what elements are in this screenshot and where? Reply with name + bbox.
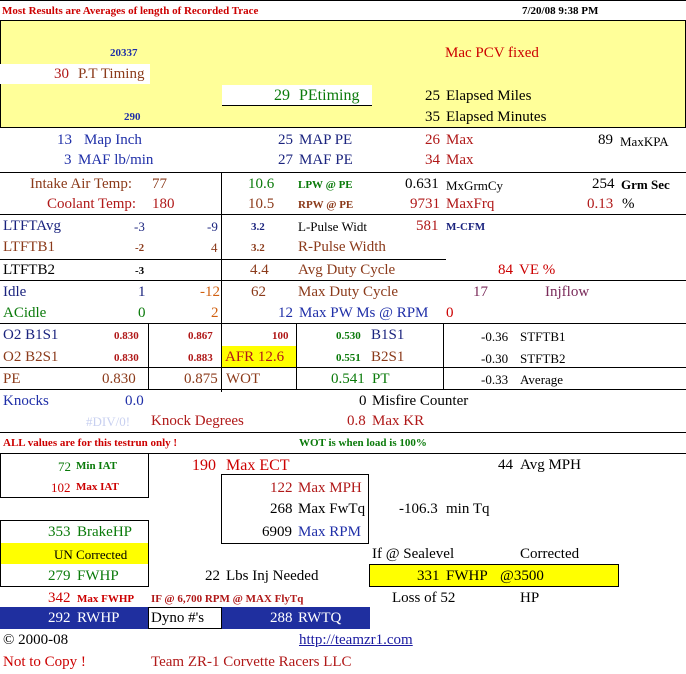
stft-avg-value: -0.33 xyxy=(481,372,509,387)
rpw-label: RPW @ PE xyxy=(298,199,354,211)
loss-label: Loss of 52 xyxy=(392,590,456,606)
maxpw-value: 12 xyxy=(278,305,293,321)
small-number: 290 xyxy=(124,111,141,123)
stft2-label: STFTB2 xyxy=(520,351,566,366)
knock-degrees-label: Knock Degrees xyxy=(151,413,244,429)
lpw-label: LPW @ PE xyxy=(298,179,353,191)
rwtq-label: RWTQ xyxy=(298,610,342,626)
not-copy-note: Not to Copy ! xyxy=(3,654,86,670)
r-b1s1-value: 0.530 xyxy=(336,330,361,342)
header-datetime: 7/20/08 9:38 PM xyxy=(522,5,599,17)
r-b1s1-label: B1S1 xyxy=(371,327,405,343)
elapsed-miles-label: Elapsed Miles xyxy=(446,88,532,104)
header-note: Most Results are Averages of length of Recorded Trace xyxy=(2,5,259,17)
ltft-avg-a: -3 xyxy=(134,219,145,234)
r-pt-value: 0.541 xyxy=(331,371,365,387)
sea-fwhp-value: 331 xyxy=(417,568,440,584)
injflow-label: Injflow xyxy=(545,284,590,300)
mac-pcv-label: Mac PCV fixed xyxy=(445,45,539,61)
maxkr-value: 0.8 xyxy=(347,413,366,429)
fwhp-value: 279 xyxy=(48,568,71,584)
team-name: Team ZR-1 Corvette Racers LLC xyxy=(151,654,352,670)
hp-label: HP xyxy=(520,590,540,606)
maxfwhp-value: 342 xyxy=(48,590,71,606)
coolant-value: 180 xyxy=(152,196,175,212)
map-pe-value: 25 xyxy=(278,132,293,148)
min-iat-label: Min IAT xyxy=(76,460,118,472)
r-b2s1-label: B2S1 xyxy=(371,349,405,365)
ltft-b2-a: -3 xyxy=(135,265,145,277)
elapsed-miles-value: 25 xyxy=(425,88,440,104)
divider xyxy=(443,323,444,389)
divider xyxy=(0,389,686,390)
divider xyxy=(0,280,686,281)
mcfm-label: M-CFM xyxy=(446,221,486,233)
max2-label: Max xyxy=(446,152,474,168)
max-iat-value: 102 xyxy=(51,480,71,495)
pe-timing-value: 29 xyxy=(274,87,290,104)
max-ect-value: 190 xyxy=(192,457,216,474)
avgduty-value: 4.4 xyxy=(250,262,269,278)
min-tq-label: min Tq xyxy=(446,501,490,517)
max-mph-value: 122 xyxy=(270,480,293,496)
o2-b1s1-c: 100 xyxy=(272,330,289,342)
rpw-value: 10.5 xyxy=(248,196,275,212)
grmsec-label: Grm Sec xyxy=(621,177,670,192)
pe-b: 0.875 xyxy=(184,371,218,387)
divider xyxy=(0,367,686,368)
inj-value: 22 xyxy=(205,568,220,584)
brakehp-value: 353 xyxy=(48,524,71,540)
idle-b: -12 xyxy=(200,284,220,300)
sealevel-highlight xyxy=(369,564,619,587)
pt-timing-label: P.T Timing xyxy=(78,66,145,82)
ve-value: 84 xyxy=(498,262,513,278)
misfire-value: 0 xyxy=(359,393,367,409)
iat-label: Intake Air Temp: xyxy=(30,176,132,192)
flytq-note: IF @ 6,700 RPM @ MAX FlyTq xyxy=(151,593,304,605)
o2-b1s1-label: O2 B1S1 xyxy=(3,327,59,343)
max-fwtq-value: 268 xyxy=(270,501,293,517)
pct-label: % xyxy=(622,196,635,212)
idle-a: 1 xyxy=(138,284,146,300)
copyright: © 2000-08 xyxy=(3,632,69,648)
divider xyxy=(296,323,297,389)
maxkr-label: Max KR xyxy=(372,413,425,429)
min-iat-value: 72 xyxy=(58,459,71,474)
maxduty-label: Max Duty Cycle xyxy=(298,284,398,300)
pct-value: 0.13 xyxy=(587,196,614,212)
uncorrected-label: UN Corrected xyxy=(54,547,128,562)
rwhp-value: 292 xyxy=(48,610,71,626)
divider xyxy=(0,432,686,433)
max1-label: Max xyxy=(446,132,474,148)
maxpw-rpm: 0 xyxy=(446,305,454,321)
elapsed-minutes-label: Elapsed Minutes xyxy=(446,109,547,125)
misfire-label: Misfire Counter xyxy=(372,393,469,409)
pe-timing-label: PEtiming xyxy=(299,87,360,104)
ltft-b1-label: LTFTB1 xyxy=(3,239,55,255)
idle-label: Idle xyxy=(3,284,27,300)
maxduty-value: 62 xyxy=(251,284,266,300)
pt-timing-value: 30 xyxy=(54,66,69,82)
max-fwtq-label: Max FwTq xyxy=(298,501,366,517)
iat-box xyxy=(0,453,149,498)
divider xyxy=(0,323,686,324)
o2-b2s1-label: O2 B2S1 xyxy=(3,349,59,365)
maxkpa-value: 89 xyxy=(598,132,613,148)
rwtq-bar xyxy=(222,607,370,629)
corrected-label: Corrected xyxy=(520,546,580,562)
o2-b1s1-a: 0.830 xyxy=(114,330,139,342)
maxfwhp-label: Max FWHP xyxy=(77,593,135,605)
maxpw-label: Max PW Ms @ RPM xyxy=(299,305,429,321)
dyno-label: Dyno #'s xyxy=(151,610,205,626)
inj-label: Lbs Inj Needed xyxy=(226,568,319,584)
map-inch-value: 13 xyxy=(57,132,72,148)
avg-mph-value: 44 xyxy=(498,457,513,473)
map-pe-label: MAP PE xyxy=(299,132,353,148)
map-inch-label: Map Inch xyxy=(84,132,142,148)
lpulse-value: 3.2 xyxy=(251,221,265,233)
max-rpm-label: Max RPM xyxy=(298,524,361,540)
maf-value: 3 xyxy=(64,152,72,168)
stft-avg-label: Average xyxy=(520,372,564,387)
lpulse-label: L-Pulse Widt xyxy=(298,219,367,234)
rwhp-label: RWHP xyxy=(77,610,120,626)
stft1-value: -0.36 xyxy=(481,329,509,344)
rpulse-label: R-Pulse Width xyxy=(298,239,386,255)
all-values-note: ALL values are for this testrun only ! xyxy=(3,437,178,449)
id-number: 20337 xyxy=(110,47,138,59)
acidle-a: 0 xyxy=(138,305,146,321)
maf-pe-label: MAF PE xyxy=(299,152,353,168)
acidle-b: 2 xyxy=(211,305,219,321)
ve-label: VE % xyxy=(519,262,556,278)
rwhp-bar xyxy=(0,607,148,629)
iat-value: 77 xyxy=(152,176,167,192)
sea-fwhp-label: FWHP xyxy=(446,568,488,584)
maxduty-extra: 17 xyxy=(473,284,488,300)
avgduty-label: Avg Duty Cycle xyxy=(298,262,396,278)
maxkpa-label: MaxKPA xyxy=(620,134,669,149)
ltft-avg-b: -9 xyxy=(207,219,218,234)
r-b2s1-value: 0.551 xyxy=(336,352,361,364)
knocks-value: 0.0 xyxy=(125,393,144,409)
div-error: #DIV/0! xyxy=(86,414,131,429)
lpw-value: 10.6 xyxy=(248,176,275,192)
ltft-b2-label: LTFTB2 xyxy=(3,262,55,278)
mcfm-value: 581 xyxy=(416,218,439,234)
maxfrq-label: MaxFrq xyxy=(446,196,495,212)
divider xyxy=(148,323,149,389)
ltft-b1-a: -2 xyxy=(135,242,145,254)
divider xyxy=(0,259,446,260)
max-rpm-value: 6909 xyxy=(262,524,292,540)
site-link[interactable]: http://teamzr1.com xyxy=(299,632,413,648)
avg-mph-label: Avg MPH xyxy=(520,457,581,473)
max-iat-label: Max IAT xyxy=(76,481,119,493)
stft2-value: -0.30 xyxy=(481,351,509,366)
mxgrm-value: 0.631 xyxy=(405,176,439,192)
top-border xyxy=(0,0,686,1)
r-pt-label: PT xyxy=(372,371,390,387)
rpulse-value: 3.2 xyxy=(251,242,265,254)
ltft-avg-label: LTFTAvg xyxy=(3,218,61,234)
pe-a: 0.830 xyxy=(102,371,136,387)
max1-value: 26 xyxy=(425,132,440,148)
maf-label: MAF lb/min xyxy=(78,152,154,168)
sealevel-label: If @ Sealevel xyxy=(372,546,455,562)
ltft-b1-b: 4 xyxy=(211,240,218,255)
brakehp-label: BrakeHP xyxy=(77,524,132,540)
fwhp-label: FWHP xyxy=(77,568,119,584)
o2-b2s1-b: 0.883 xyxy=(188,352,213,364)
afr-label: AFR 12.6 xyxy=(225,349,285,365)
coolant-label: Coolant Temp: xyxy=(47,196,137,212)
o2-b1s1-b: 0.867 xyxy=(188,330,213,342)
rwtq-value: 288 xyxy=(270,610,293,626)
maxfrq-value: 9731 xyxy=(410,196,440,212)
pe-label: PE xyxy=(3,371,21,387)
max-mph-label: Max MPH xyxy=(298,480,362,496)
divider xyxy=(0,172,686,173)
divider xyxy=(0,214,686,215)
grmsec-value: 254 xyxy=(592,176,615,192)
wot-note: WOT is when load is 100% xyxy=(299,437,427,449)
o2-b2s1-a: 0.830 xyxy=(114,352,139,364)
elapsed-minutes-value: 35 xyxy=(425,109,440,125)
acidle-label: ACidle xyxy=(3,305,47,321)
max-ect-label: Max ECT xyxy=(226,457,290,474)
min-tq-value: -106.3 xyxy=(399,501,438,517)
max2-value: 34 xyxy=(425,152,440,168)
maf-pe-value: 27 xyxy=(278,152,293,168)
wot-label: WOT xyxy=(226,371,261,387)
stft1-label: STFTB1 xyxy=(520,329,566,344)
knocks-label: Knocks xyxy=(3,393,49,409)
mxgrm-label: MxGrmCy xyxy=(446,178,504,193)
sea-rpm: @3500 xyxy=(500,568,544,584)
